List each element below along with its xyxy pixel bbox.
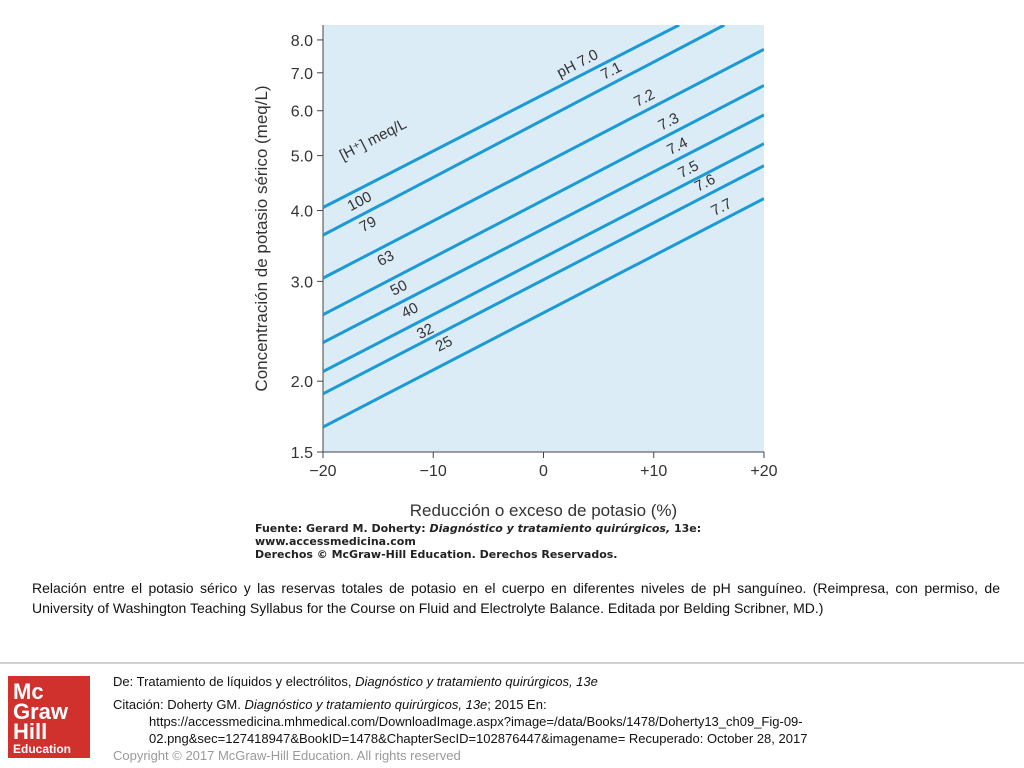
y-tick-label: 8.0 [290, 32, 313, 50]
footer-url-line-2[interactable]: 02.png&sec=127418947&BookID=1478&ChapterSecID=102876447&imagename= Recuperado: October 28, 2017 [149, 731, 808, 746]
y-tick-label: 5.0 [290, 148, 313, 166]
y-tick-label: 2.0 [290, 374, 313, 392]
ph-label: 7.4 [664, 134, 691, 159]
x-tick-label: −20 [309, 463, 337, 480]
h-concentration-label: 50 [387, 276, 411, 300]
x-tick-label: −10 [419, 463, 447, 480]
h-concentration-label: 100 [344, 188, 375, 215]
footer-citation-line: Citación: Doherty GM. Diagnóstico y tratamiento quirúrgicos, 13e; 2015 En: [113, 697, 547, 712]
figure-caption: Relación entre el potasio sérico y las reservas totales de potasio en el cuerpo en diferentes niveles de pH sanguíneo. (Reimpresa, con permiso, de University of Washington Teaching Syllabus for the Course on Fluid and Electrolyte Balance. Editada por Belding Scribner, MD.) [32, 580, 1000, 616]
y-tick-label: 3.0 [290, 274, 313, 292]
y-axis-label: Concentración de potasio sérico (meq/L) [252, 85, 271, 392]
y-tick-label: 6.0 [290, 103, 313, 121]
ph-label: 7.2 [631, 85, 658, 111]
mcgraw-hill-logo: Mc Graw Hill Education [8, 676, 90, 758]
figure [250, 18, 778, 563]
h-concentration-label: 79 [356, 213, 380, 236]
ph-label: pH 7.0 [554, 46, 602, 82]
h-concentration-label: 25 [432, 332, 456, 356]
h-concentration-label: 40 [398, 299, 422, 322]
source-line-2: www.accessmedicina.com [255, 535, 416, 548]
source-line-3: Derechos © McGraw-Hill Education. Derechos Reservados. [255, 548, 618, 561]
x-tick-label: +10 [640, 463, 668, 480]
footer-from: De: Tratamiento de líquidos y electrólitos, Diagnóstico y tratamiento quirúrgicos, 13e [113, 674, 598, 689]
ph-label: 7.5 [675, 157, 702, 182]
y-tick-label: 7.0 [290, 65, 313, 83]
footer-citation [113, 673, 1013, 764]
ph-label: 7.3 [655, 109, 682, 135]
footer-url-line-1[interactable]: https://accessmedicina.mhmedical.com/DownloadImage.aspx?image=/data/Books/1478/Doherty13_ch09_Fig-09- [149, 714, 803, 729]
x-tick-label: +20 [750, 463, 778, 480]
ph-label: 7.1 [598, 58, 625, 84]
y-tick-label: 1.5 [290, 445, 313, 462]
footer-copyright: Copyright © 2017 McGraw-Hill Education. All rights reserved [113, 748, 461, 763]
x-axis-label: Reducción o exceso de potasio (%) [409, 501, 678, 520]
h-concentration-header: [H⁺] meq/L [336, 115, 410, 165]
ph-label: 7.7 [708, 195, 735, 220]
y-tick-label: 4.0 [290, 203, 313, 221]
plot-background [323, 25, 764, 452]
h-concentration-label: 32 [414, 320, 437, 343]
chart [250, 18, 778, 520]
h-concentration-label: 63 [374, 247, 397, 270]
ph-label: 7.6 [691, 170, 719, 196]
source-line-1: Fuente: Gerard M. Doherty: Diagnóstico y tratamiento quirúrgicos, 13e: [255, 522, 702, 535]
source-note [255, 522, 765, 561]
divider [0, 662, 1024, 664]
x-tick-label: 0 [539, 463, 548, 480]
